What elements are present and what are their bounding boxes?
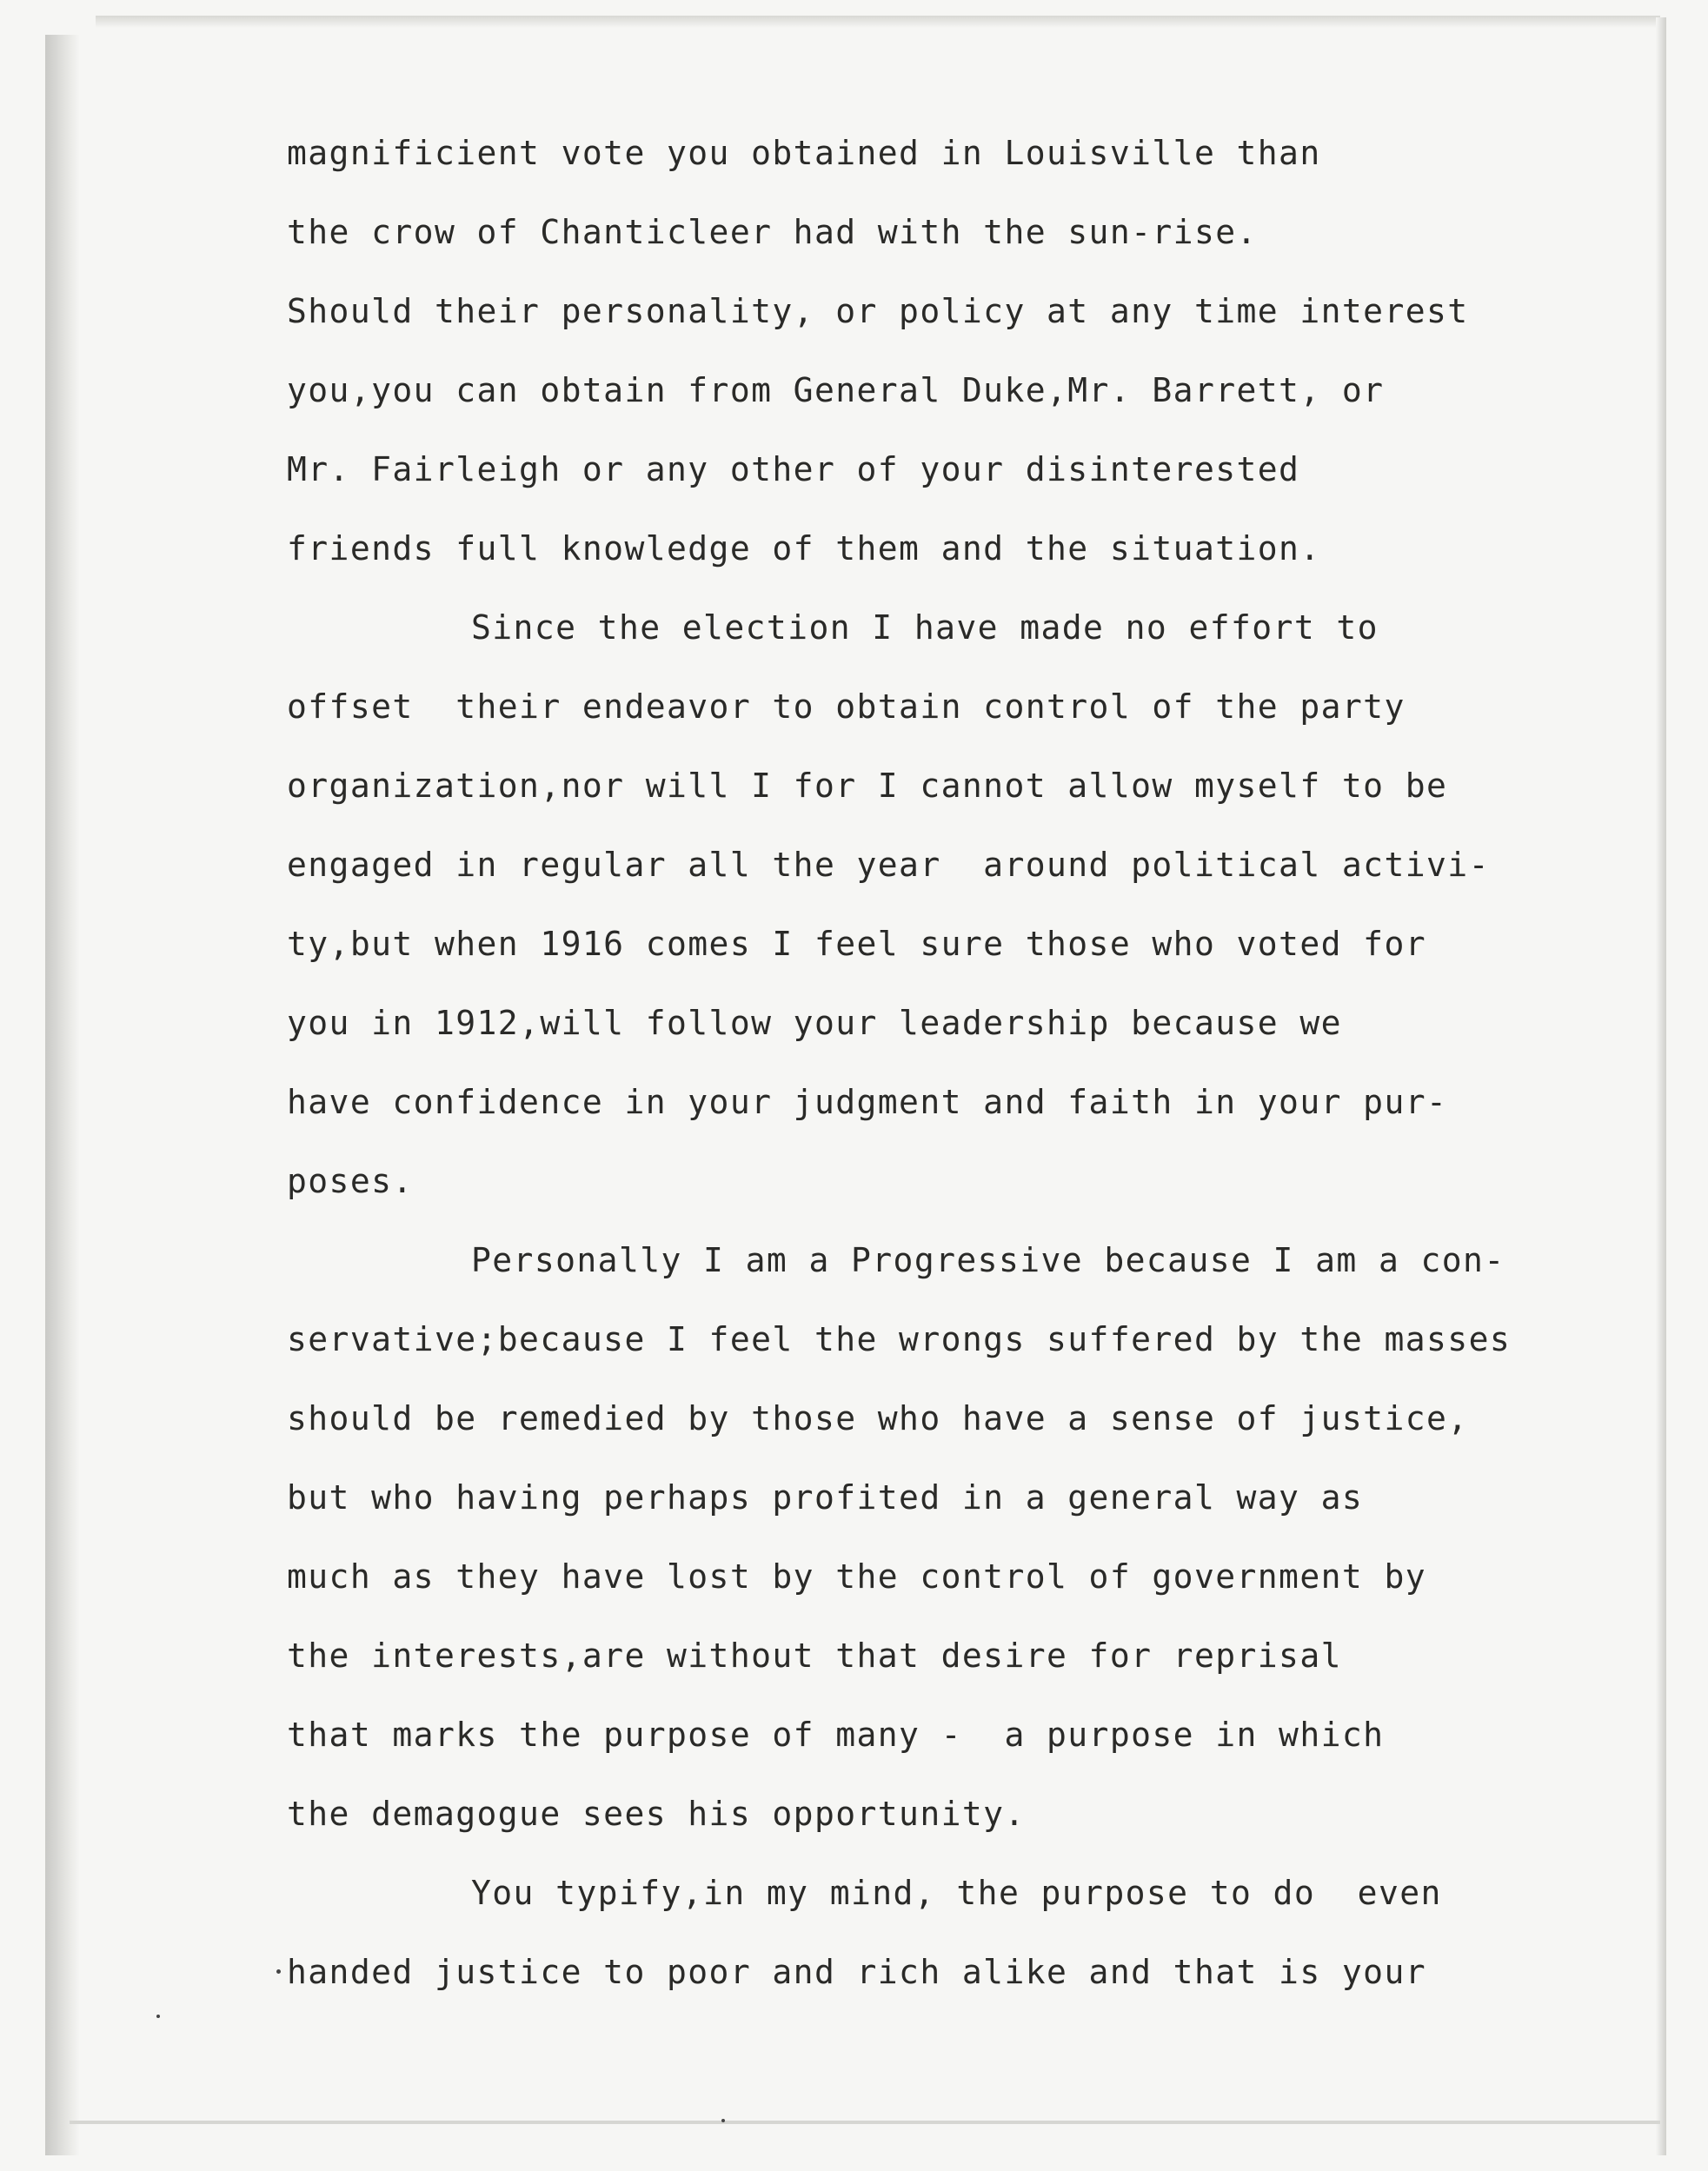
letter-line: you in 1912,will follow your leadership because we (287, 1004, 1342, 1042)
letter-line: have confidence in your judgment and faith in your pur- (287, 1083, 1448, 1121)
paper-edge-bottom (70, 2121, 1660, 2124)
letter-line: the interests,are without that desire for reprisal (287, 1637, 1342, 1675)
letter-line: servative;because I feel the wrongs suffered by the masses (287, 1320, 1512, 1358)
ink-speck (276, 1969, 281, 1974)
letter-line: you,you can obtain from General Duke,Mr. Barrett, or (287, 371, 1385, 409)
letter-line: organization,nor will I for I cannot allow myself to be (287, 767, 1448, 805)
letter-line: Since the election I have made no effort to (471, 608, 1379, 647)
letter-line: friends full knowledge of them and the situation. (287, 529, 1321, 568)
letter-line: should be remedied by those who have a sense of justice, (287, 1399, 1469, 1437)
ink-speck (721, 2119, 725, 2122)
letter-line: magnificient vote you obtained in Louisville than (287, 134, 1321, 172)
ink-speck (156, 2015, 160, 2018)
letter-line: the crow of Chanticleer had with the sun-rise. (287, 213, 1258, 251)
letter-line: Personally I am a Progressive because I am a con- (471, 1241, 1505, 1279)
letter-line: You typify,in my mind, the purpose to do even (471, 1874, 1442, 1912)
letter-line: Should their personality, or policy at any time interest (287, 292, 1469, 330)
paper-edge-right (1656, 17, 1666, 2155)
letter-line: the demagogue sees his opportunity. (287, 1795, 1026, 1833)
letter-line: ty,but when 1916 comes I feel sure those who voted for (287, 925, 1427, 963)
letter-line: but who having perhaps profited in a general way as (287, 1478, 1364, 1517)
letter-line: poses. (287, 1162, 414, 1200)
paper-edge-top (96, 16, 1660, 28)
letter-line: engaged in regular all the year around political activi- (287, 846, 1490, 884)
letter-line: handed justice to poor and rich alike and that is your (287, 1953, 1427, 1991)
letter-line: that marks the purpose of many - a purpose in which (287, 1716, 1385, 1754)
letter-line: offset their endeavor to obtain control of the party (287, 687, 1406, 726)
letter-line: Mr. Fairleigh or any other of your disinterested (287, 450, 1300, 488)
paper-edge-left (45, 35, 80, 2155)
letter-line: much as they have lost by the control of government by (287, 1557, 1427, 1596)
letter-body (287, 127, 1643, 2025)
